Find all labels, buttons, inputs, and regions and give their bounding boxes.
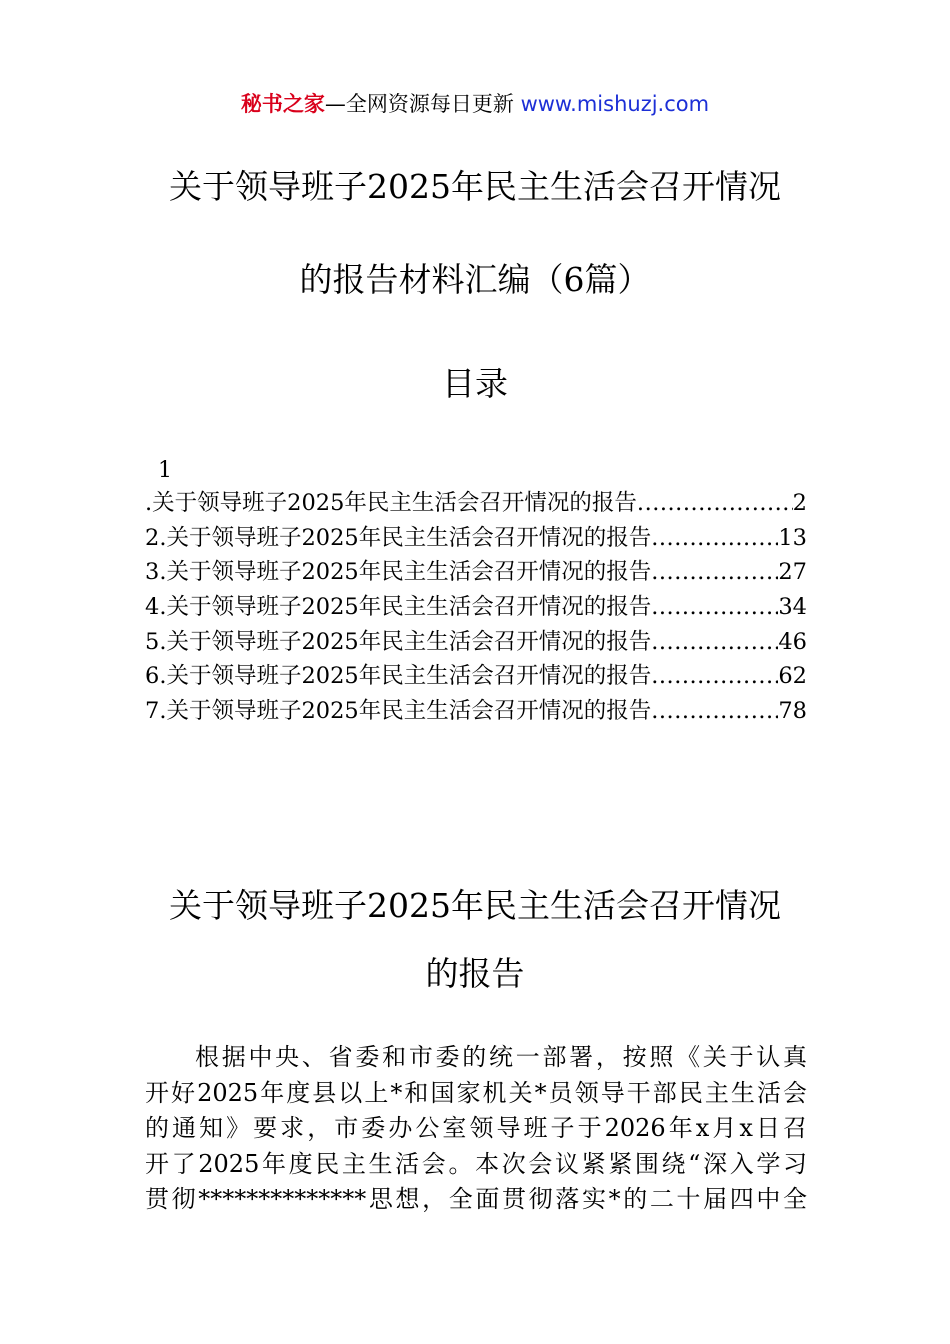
toc-entry-label: 2.关于领导班子2025年民主生活会召开情况的报告 — [145, 524, 652, 551]
toc-heading: 目录 — [442, 364, 508, 403]
toc-entry-label: .关于领导班子2025年民主生活会召开情况的报告 — [145, 490, 637, 516]
toc-entry-2[interactable] — [145, 521, 807, 556]
toc-entry-6[interactable] — [145, 659, 807, 694]
toc-entry-7[interactable] — [145, 694, 807, 729]
toc-leader-dots — [651, 625, 778, 660]
document-title-line-1: 关于领导班子2025年民主生活会召开情况 — [169, 167, 781, 206]
body-line: 贯彻**************思想，全面贯彻落实*的二十届四中全 — [145, 1185, 807, 1213]
body-paragraph — [145, 1040, 807, 1218]
toc-entry-label: 6.关于领导班子2025年民主生活会召开情况的报告 — [145, 663, 652, 690]
toc-entry-page: 46 — [778, 628, 807, 655]
toc-entry-label: 3.关于领导班子2025年民主生活会召开情况的报告 — [145, 559, 652, 586]
toc-leader-dots — [651, 659, 778, 694]
table-of-contents — [145, 486, 807, 729]
section-title-line-2: 的报告 — [425, 954, 525, 993]
toc-entry-page: 27 — [778, 559, 807, 586]
section-title-line-1: 关于领导班子2025年民主生活会召开情况 — [169, 886, 781, 925]
body-line: 的通知》要求，市委办公室领导班子于2026年x月x日召 — [145, 1114, 807, 1142]
toc-entry-label: 4.关于领导班子2025年民主生活会召开情况的报告 — [145, 594, 652, 621]
toc-entry-page: 13 — [778, 524, 807, 551]
toc-entry-page: 78 — [778, 698, 807, 725]
toc-stray-number: 1 — [158, 458, 172, 483]
toc-entry-page: 62 — [778, 663, 807, 690]
toc-entry-3[interactable] — [145, 555, 807, 590]
document-title-line-2: 的报告材料汇编（6篇） — [299, 260, 651, 299]
brand-name: 秘书之家 — [240, 92, 325, 116]
toc-leader-dots — [651, 555, 778, 590]
site-tagline: —全网资源每日更新 — [324, 92, 514, 116]
toc-leader-dots — [651, 521, 778, 556]
toc-entry-page: 34 — [778, 594, 807, 621]
toc-entry-page: 2 — [792, 490, 807, 516]
body-line: 开了2025年度民主生活会。本次会议紧紧围绕“深入学习 — [145, 1149, 807, 1178]
toc-entry-1[interactable] — [145, 486, 807, 521]
toc-leader-dots — [637, 486, 793, 521]
body-line: 开好2025年度县以上*和国家机关*员领导干部民主生活会 — [145, 1078, 807, 1107]
toc-entry-4[interactable] — [145, 590, 807, 625]
site-header — [0, 88, 950, 120]
toc-leader-dots — [651, 590, 778, 625]
toc-entry-label: 7.关于领导班子2025年民主生活会召开情况的报告 — [145, 698, 652, 725]
toc-entry-label: 5.关于领导班子2025年民主生活会召开情况的报告 — [145, 628, 652, 655]
toc-entry-5[interactable] — [145, 625, 807, 660]
toc-leader-dots — [651, 694, 778, 729]
site-url-link[interactable]: www.mishuzj.com — [520, 92, 710, 116]
body-line: 根据中央、省委和市委的统一部署，按照《关于认真 — [195, 1043, 807, 1071]
